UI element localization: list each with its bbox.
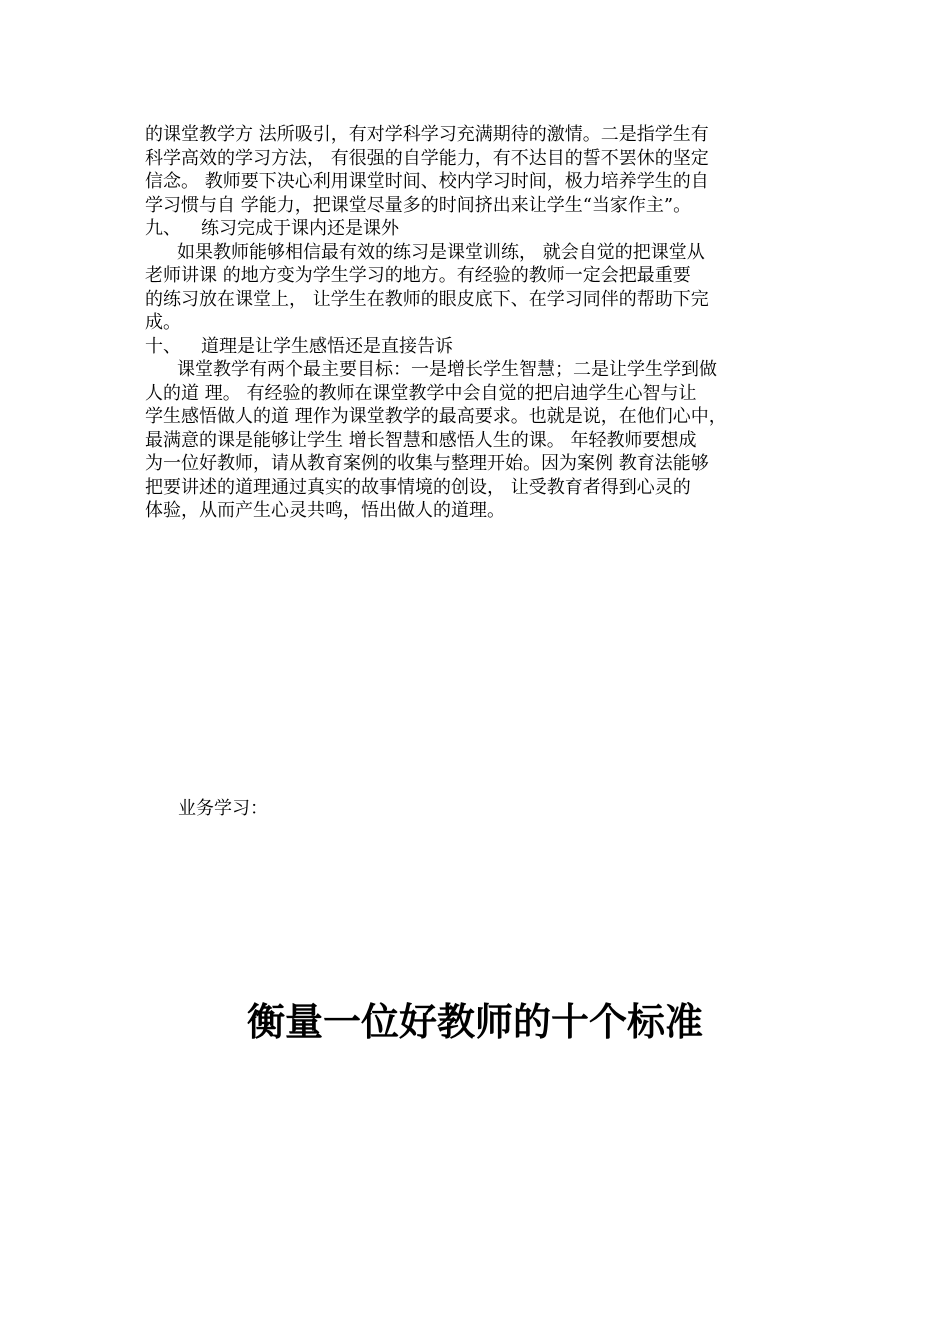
body-text — [145, 123, 815, 523]
paragraph-line: 信念。 教师要下决心利用课堂时间、校内学习时间，极力培养学生的自 — [145, 171, 709, 192]
paragraph-line: 学习惯与自 学能力，把课堂尽量多的时间挤出来让学生“当家作主”。 — [145, 194, 692, 216]
paragraph-line: 如果教师能够相信最有效的练习是课堂训练， 就会自觉的把课堂从 — [177, 241, 705, 263]
section-number: 九、 — [145, 218, 181, 239]
paragraph-line: 体验，从而产生心灵共鸣，悟出做人的道理。 — [145, 500, 505, 521]
section-heading-10 — [145, 335, 815, 359]
paragraph-line: 成。 — [145, 312, 181, 333]
section-label: 业务学习： — [178, 798, 268, 819]
paragraph-line: 最满意的课是能够让学生 增长智慧和感悟人生的课。 年轻教师要想成 — [145, 429, 697, 451]
paragraph-line: 的练习放在课堂上， 让学生在教师的眼皮底下、在学习同伴的帮助下完 — [145, 288, 709, 310]
paragraph-line: 课堂教学有两个最主要目标：一是增长学生智慧；二是让学生学到做 — [177, 359, 717, 380]
paragraph-line: 为一位好教师，请从教育案例的收集与整理开始。因为案例 教育法能够 — [145, 453, 709, 474]
section-heading-text: 练习完成于课内还是课外 — [201, 218, 399, 239]
paragraph-line: 的课堂教学方 法所吸引，有对学科学习充满期待的激情。二是指学生有 — [145, 124, 709, 145]
section-number: 十、 — [145, 335, 181, 357]
paragraph-line: 老师讲课 的地方变为学生学习的地方。有经验的教师一定会把最重要 — [145, 265, 691, 286]
paragraph-line: 人的道 理。 有经验的教师在课堂教学中会自觉的把启迪学生心智与让 — [145, 382, 697, 404]
section-heading-9 — [145, 217, 815, 241]
section-heading-text: 道理是让学生感悟还是直接告诉 — [201, 335, 453, 357]
document-title: 衡量一位好教师的十个标准 — [246, 999, 703, 1044]
paragraph-line: 科学高效的学习方法， 有很强的自学能力，有不达目的誓不罢休的坚定 — [145, 147, 709, 169]
paragraph-line: 把要讲述的道理通过真实的故事情境的创设， 让受教育者得到心灵的 — [145, 476, 691, 498]
paragraph-line: 学生感悟做人的道 理作为课堂教学的最高要求。也就是说，在他们心中， — [145, 406, 727, 427]
